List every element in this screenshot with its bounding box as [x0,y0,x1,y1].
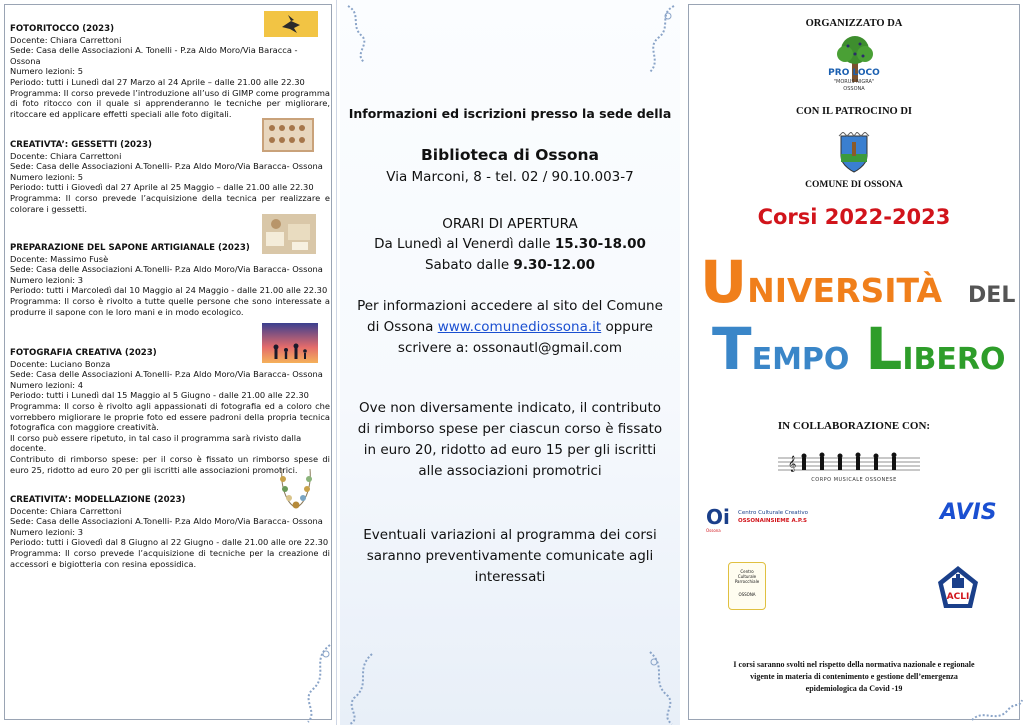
title-letter-t: T [712,315,752,383]
courses-year-title: Corsi 2022-2023 [757,205,951,229]
course-sapone [10,243,330,317]
course-location: Sede: Casa delle Associazioni A. Tonelli - P.za Aldo Moro/Via Baracca - Ossona [10,45,298,66]
acli-logo-icon [936,564,980,610]
site-suffix: oppure [601,319,653,335]
course-fotoritocco [10,24,330,119]
hours-weekday-label: Da Lunedì al Venerdì dalle [374,236,555,252]
course-program: Programma: Il corso è rivolto agli appassionati di fotografia ed a coloro che vorrebbero migliorare le proprie foto ed essere padroni della propria tecnica fotografica con maggiore creatività. [10,400,330,433]
course-fee: Contributo di rimborso spese: per il corso è fissato un rimborso spese di euro 25, ridotto ad euro 20 per gli iscritti alle associazioni promotrici. [10,453,330,475]
course-title: CREATIVITA’: MODELLAZIONE (2023) [10,495,186,505]
title-line-universita [700,248,1016,316]
course-period: Periodo: tutti i Giovedì dal 8 Giugno al 22 Giugno - dalle 21.00 alle ore 22.30 [10,537,329,548]
fee-line-3: in euro 20, ridotto ad euro 15 per gli iscritti [363,442,657,458]
parr-line-3: Parrocchiale [734,579,760,584]
course-period: Periodo: tutti i Giovedì dal 27 Aprile al 25 Maggio – dalle 21.00 alle 22.30 [10,182,314,193]
hours-weekday [340,236,680,252]
course-teacher: Docente: Chiara Carrettoni [10,505,122,516]
course-teacher: Docente: Chiara Carrettoni [10,150,122,161]
course-program: Programma: Il corso è rivolto a tutte quelle persone che sono interessate a produrre il sapone con le loro mani e in modo ecologico. [10,295,330,317]
title-word-ibero: IBERO [902,342,1006,377]
disclaimer-line-3: epidemiologica da Covid -19 [805,684,903,693]
hours-saturday-label: Sabato dalle [424,257,514,273]
soap-photo-icon [262,214,316,254]
course-title: FOTOGRAFIA CREATIVA (2023) [10,348,157,358]
centro-creativo-line-1: Centro Culturale Creativo [738,510,808,516]
course-teacher: Docente: Massimo Fusè [10,253,109,264]
course-period: Periodo: tutti i Lunedì dal 27 Marzo al 24 Aprile – dalle 21.00 alle 22.30 [10,76,305,87]
chalk-photo-icon [262,118,314,152]
parrocchiale-logo [728,562,766,610]
parr-line-4: OSSONA [738,592,756,597]
fee-line-4: alle associazioni promotrici [418,463,602,479]
title-word-empo: EMPO [751,342,850,377]
course-lessons: Numero lezioni: 3 [10,274,84,285]
course-lessons: Numero lezioni: 3 [10,526,84,537]
course-program: Programma: Il corso prevede l’introduzione all’uso di GIMP come programma di foto ritocco con il quale si apprenderanno le tecniche per migliorare, ritoccare ed applicare effetti speciali alle foto digitali. [10,87,330,119]
lace-right-bottom-icon [968,690,1024,725]
variation-line-1: Eventuali variazioni al programma dei corsi [363,527,657,543]
left-panel [0,0,337,725]
comune-label: COMUNE DI OSSONA [805,180,903,190]
library-address: Via Marconi, 8 - tel. 02 / 90.10.003-7 [386,169,634,185]
svg-text:𝄞: 𝄞 [788,456,797,472]
fee-line-2: di rimborso spese per ciascun corso è fissato [357,421,663,437]
disclaimer-line-1: I corsi saranno svolti nel rispetto della normativa nazionale e regionale [733,660,975,669]
centro-creativo-line-2: OSSONAINSIEME A.P.S [738,518,807,524]
course-program: Programma: Il corso prevede l’acquisizione di tecniche per la creazione di accessori e bigiotteria con resina epossidica. [10,547,330,569]
hours-weekday-time: 15.30-18.00 [554,236,646,252]
middle-panel [340,0,680,725]
avis-logo: AVIS [940,500,997,525]
corpo-musicale-logo-icon [774,450,924,478]
sunset-photo-icon [262,323,318,363]
title-letter-l: L [865,315,903,383]
course-location: Sede: Casa delle Associazioni A.Tonelli- P.za Aldo Moro/Via Baracca- Ossona [10,516,323,527]
course-teacher: Docente: Luciano Bonza [10,358,111,369]
variation-line-2: saranno preventivamente comunicate agli [366,548,654,564]
info-heading: Informazioni ed iscrizioni presso la sede della [348,106,672,121]
parr-line-1: Centro [740,569,754,574]
proloco-name: PRO LOCO [828,68,880,78]
patrocinio-label: CON IL PATROCINO DI [796,106,912,117]
title-word-del: DEL [968,283,1016,308]
comune-website-link[interactable]: www.comunediossona.it [437,319,602,335]
course-lessons: Numero lezioni: 5 [10,66,84,77]
title-line-tempo-libero [712,315,1006,383]
course-title: FOTORITOCCO (2023) [10,24,115,34]
site-line-2 [340,319,680,335]
course-extra: Il corso può essere ripetuto, in tal caso il programma sarà rivisto dalla docente. [10,432,302,454]
lace-top-left-icon [344,4,374,64]
site-prefix: di Ossona [367,319,438,335]
course-lessons: Numero lezioni: 4 [10,379,84,390]
right-panel [684,0,1024,725]
course-period: Periodo: tutti i Marcoledì dal 10 Maggio al 24 Maggio - dalle 21.00 alle 22.30 [10,285,328,296]
site-line-1: Per informazioni accedere al sito del Comune [357,298,663,314]
oi-small: Ossona [706,528,721,533]
comune-crest-icon [837,132,871,174]
fee-line-1: Ove non diversamente indicato, il contributo [358,400,661,416]
variation-line-3: interessati [474,569,546,585]
library-name: Biblioteca di Ossona [420,146,600,164]
course-location: Sede: Casa delle Associazioni A.Tonelli- P.za Aldo Moro/Via Baracca- Ossona [10,369,323,380]
necklace-photo-icon [276,465,316,511]
course-location: Sede: Casa delle Associazioni A.Tonelli- P.za Aldo Moro/Via Baracca- Ossona [10,161,323,172]
course-title: PREPARAZIONE DEL SAPONE ARTIGIANALE (2023) [10,243,250,253]
collaborazione-label: IN COLLABORAZIONE CON: [777,420,931,432]
acli-label: ACLI [946,592,970,602]
bird-photo-icon [264,11,318,37]
lace-decoration-icon [300,640,336,725]
course-program: Programma: Il corso prevede l’acquisizione della tecnica per realizzare e colorare i gessetti. [10,192,330,214]
course-lessons: Numero lezioni: 5 [10,171,84,182]
disclaimer-line-2: vigente in materia di contenimento e gestione dell’emergenza [750,672,958,681]
title-letter-u: U [700,248,748,316]
proloco-sub: "MORUS NIGRA" [833,79,875,85]
course-teacher: Docente: Chiara Carrettoni [10,34,122,45]
lace-top-right-icon [638,4,678,74]
oi-mark: Oi [706,505,730,529]
course-title: CREATIVTA’: GESSETTI (2023) [10,140,152,150]
parr-line-2: Culturale [737,574,757,579]
title-word-niversita: NIVERSITÀ [747,271,943,310]
course-location: Sede: Casa delle Associazioni A.Tonelli- P.za Aldo Moro/Via Baracca- Ossona [10,264,323,275]
lace-bottom-left-icon [342,650,382,725]
corpo-musicale-label: CORPO MUSICALE OSSONESE [811,477,897,483]
proloco-city: OSSONA [843,86,865,92]
hours-saturday [340,257,680,273]
organizzato-label: ORGANIZZATO DA [805,18,903,29]
course-period: Periodo: tutti i Lunedì dal 15 Maggio al 5 Giugno - dalle 21.00 alle 22.30 [10,390,309,401]
lace-bottom-right-icon [640,648,680,725]
course-fotografia [10,348,330,475]
hours-title: ORARI DI APERTURA [442,216,578,232]
ossonainsieme-logo [706,506,734,538]
email-line: scrivere a: ossonautl@gmail.com [397,340,623,356]
hours-saturday-time: 9.30-12.00 [513,257,596,273]
